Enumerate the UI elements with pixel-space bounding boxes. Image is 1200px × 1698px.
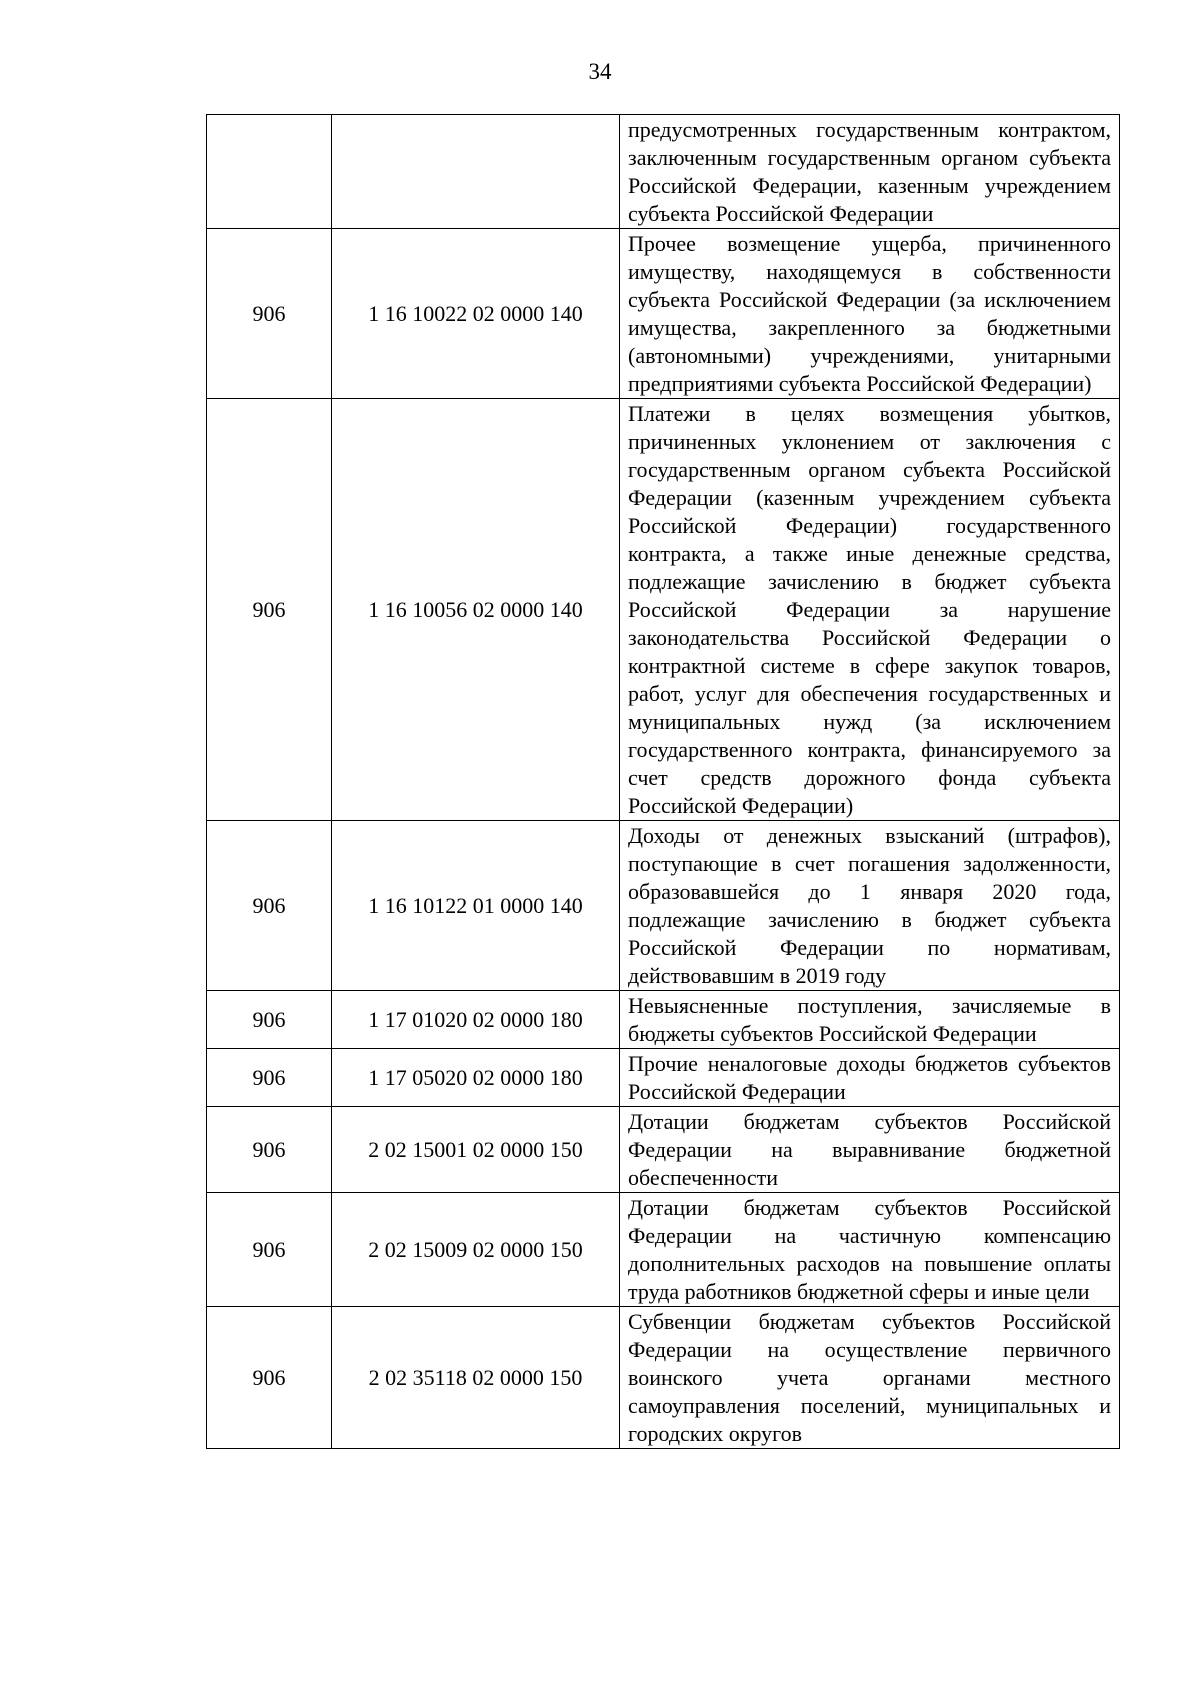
description-text: Платежи в целях возмещения убытков, причиненных уклонением от заключения с государственным органом субъекта Российской Федерации (казенным учреждением субъекта Российской Федерации) государственного контракта, а также иные денежные средства, подлежащие зачислению в бюджет субъекта Российской Федерации за нарушение законодательства Российской Федерации о контрактной системе в сфере закупок товаров, работ, услуг для обеспечения государственных и муниципальных нужд (за исключением государственного контракта, финансируемого за счет средств дорожного фонда субъекта Российской Федерации) — [628, 401, 1111, 818]
description-cell — [620, 1107, 1120, 1193]
description-text: Дотации бюджетам субъектов Российской Федерации на выравнивание бюджетной обеспеченности — [628, 1109, 1111, 1190]
table-row — [207, 229, 1120, 399]
budget-code-cell: 1 17 01020 02 0000 180 — [332, 991, 620, 1049]
page-number: 34 — [588, 59, 612, 84]
budget-code-cell: 2 02 35118 02 0000 150 — [332, 1307, 620, 1449]
revenue-codes-table — [206, 114, 1120, 1449]
description-cell — [620, 1307, 1120, 1449]
description-text: Невыясненные поступления, зачисляемые в бюджеты субъектов Российской Федерации — [628, 993, 1111, 1046]
table-row — [207, 1193, 1120, 1307]
description-text: Доходы от денежных взысканий (штрафов), поступающие в счет погашения задолженности, образовавшейся до 1 января 2020 года, подлежащие зачислению в бюджет субъекта Российской Федерации по нормативам, действовавшим в 2019 году — [628, 823, 1111, 988]
description-text: предусмотренных государственным контрактом, заключенным государственным органом субъекта Российской Федерации, казенным учреждением субъекта Российской Федерации — [628, 117, 1111, 226]
admin-code-cell: 906 — [207, 1193, 332, 1307]
budget-code-cell: 2 02 15001 02 0000 150 — [332, 1107, 620, 1193]
table-row — [207, 1049, 1120, 1107]
budget-code-cell: 1 16 10122 01 0000 140 — [332, 821, 620, 991]
table-row — [207, 821, 1120, 991]
table-row — [207, 1307, 1120, 1449]
description-text: Субвенции бюджетам субъектов Российской Федерации на осуществление первичного воинского учета органами местного самоуправления поселений, муниципальных и городских округов — [628, 1309, 1111, 1446]
admin-code-cell: 906 — [207, 1307, 332, 1449]
table-row — [207, 991, 1120, 1049]
budget-code-cell: 1 16 10022 02 0000 140 — [332, 229, 620, 399]
description-cell — [620, 1193, 1120, 1307]
description-text: Прочие неналоговые доходы бюджетов субъектов Российской Федерации — [628, 1051, 1111, 1104]
admin-code-cell: 906 — [207, 821, 332, 991]
budget-code-cell — [332, 115, 620, 229]
budget-code-cell: 1 16 10056 02 0000 140 — [332, 399, 620, 821]
description-cell — [620, 991, 1120, 1049]
admin-code-cell: 906 — [207, 1107, 332, 1193]
admin-code-cell: 906 — [207, 991, 332, 1049]
table-row — [207, 115, 1120, 229]
admin-code-cell: 906 — [207, 399, 332, 821]
description-cell — [620, 821, 1120, 991]
description-text: Дотации бюджетам субъектов Российской Федерации на частичную компенсацию дополнительных расходов на повышение оплаты труда работников бюджетной сферы и иные цели — [628, 1195, 1111, 1304]
admin-code-cell — [207, 115, 332, 229]
description-cell — [620, 229, 1120, 399]
admin-code-cell: 906 — [207, 229, 332, 399]
description-cell — [620, 1049, 1120, 1107]
table-row — [207, 1107, 1120, 1193]
description-cell — [620, 115, 1120, 229]
admin-code-cell: 906 — [207, 1049, 332, 1107]
description-cell — [620, 399, 1120, 821]
budget-code-cell: 1 17 05020 02 0000 180 — [332, 1049, 620, 1107]
budget-code-cell: 2 02 15009 02 0000 150 — [332, 1193, 620, 1307]
table-row — [207, 399, 1120, 821]
description-text: Прочее возмещение ущерба, причиненного имуществу, находящемуся в собственности субъекта Российской Федерации (за исключением имущества, закрепленного за бюджетными (автономными) учреждениями, унитарными предприятиями субъекта Российской Федерации) — [628, 231, 1111, 396]
